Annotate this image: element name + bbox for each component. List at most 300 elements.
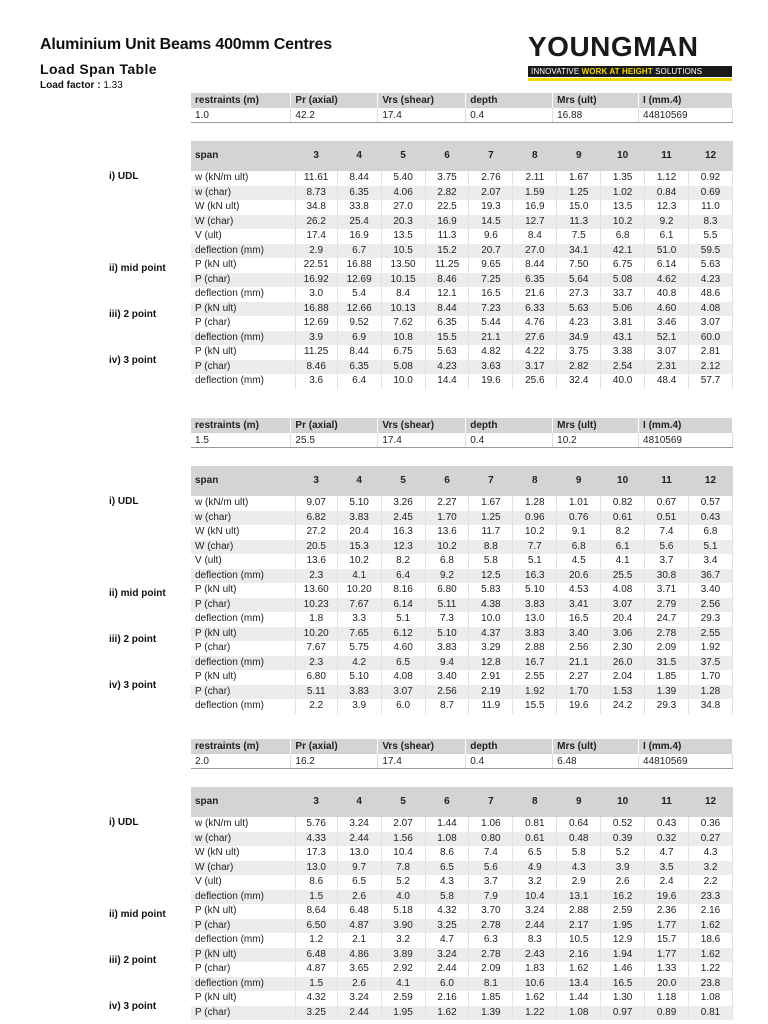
value-cell: 0.36 <box>689 817 733 832</box>
value-cell: 9.52 <box>337 316 381 331</box>
span-table-row <box>191 832 733 847</box>
value-cell: 2.56 <box>688 598 732 613</box>
value-cell: 19.6 <box>469 374 513 389</box>
row-label-cell: P (kN ult) <box>191 302 295 317</box>
value-cell: 48.4 <box>645 374 689 389</box>
value-cell: 4.7 <box>645 846 689 861</box>
value-cell: 0.81 <box>513 817 557 832</box>
value-cell: 20.5 <box>295 540 337 555</box>
value-cell: 3.17 <box>513 360 557 375</box>
row-label-cell: P (kN ult) <box>191 627 295 642</box>
value-cell: 10.0 <box>381 374 425 389</box>
value-cell: 3.2 <box>689 861 733 876</box>
value-cell: 1.46 <box>601 962 645 977</box>
value-cell: 20.7 <box>469 244 513 259</box>
value-cell: 2.1 <box>337 933 381 948</box>
value-cell: 40.8 <box>645 287 689 302</box>
value-cell: 1.85 <box>469 991 513 1006</box>
span-table-row <box>191 977 733 992</box>
value-cell: 0.43 <box>645 817 689 832</box>
value-cell: 21.1 <box>557 656 601 671</box>
value-cell: 10.4 <box>513 890 557 905</box>
value-cell: 8.46 <box>295 360 337 375</box>
row-label-cell: deflection (mm) <box>191 287 295 302</box>
row-label-cell: V (ult) <box>191 554 295 569</box>
value-cell: 2.44 <box>337 832 381 847</box>
value-cell: 5.83 <box>469 583 513 598</box>
value-cell: 2.55 <box>513 670 557 685</box>
value-cell: 6.7 <box>337 244 381 259</box>
load-case-label: i) UDL <box>109 171 139 182</box>
span-table-row <box>191 685 733 700</box>
row-label-cell: W (kN ult) <box>191 200 295 215</box>
value-cell: 7.7 <box>513 540 557 555</box>
span-header-cell: 9 <box>557 141 601 171</box>
value-cell: 9.7 <box>337 861 381 876</box>
value-cell: 1.62 <box>689 919 733 934</box>
value-cell: 2.6 <box>601 875 645 890</box>
row-label-cell: deflection (mm) <box>191 244 295 259</box>
value-cell: 4.3 <box>557 861 601 876</box>
span-table-row <box>191 612 733 627</box>
value-cell: 7.3 <box>425 612 469 627</box>
span-table-row <box>191 554 733 569</box>
value-cell: 13.0 <box>295 861 337 876</box>
value-cell: 22.51 <box>295 258 337 273</box>
row-label-cell: w (char) <box>191 832 295 847</box>
restraints-header-cell: I (mm.4) <box>639 418 733 433</box>
value-cell: 8.3 <box>689 215 733 230</box>
value-cell: 3.07 <box>689 316 733 331</box>
value-cell: 5.08 <box>381 360 425 375</box>
load-case-label: iii) 2 point <box>109 955 157 967</box>
value-cell: 8.44 <box>337 171 381 186</box>
value-cell: 3.46 <box>645 316 689 331</box>
value-cell: 3.5 <box>645 861 689 876</box>
value-cell: 2.54 <box>601 360 645 375</box>
restraints-header-cell: Mrs (ult) <box>553 418 639 433</box>
value-cell: 1.28 <box>513 496 557 511</box>
restraints-value-cell: 2.0 <box>191 754 291 769</box>
row-label-cell: P (kN ult) <box>191 904 295 919</box>
value-cell: 2.3 <box>295 656 337 671</box>
value-cell: 10.2 <box>513 525 557 540</box>
value-cell: 2.78 <box>645 627 689 642</box>
span-header-cell: 12 <box>689 787 733 817</box>
value-cell: 5.1 <box>688 540 732 555</box>
row-label-cell: deflection (mm) <box>191 699 295 714</box>
span-table <box>191 466 733 714</box>
value-cell: 0.89 <box>645 1006 689 1021</box>
row-label-cell: deflection (mm) <box>191 331 295 346</box>
value-cell: 27.3 <box>557 287 601 302</box>
value-cell: 5.64 <box>557 273 601 288</box>
value-cell: 29.3 <box>645 699 689 714</box>
value-cell: 1.35 <box>601 171 645 186</box>
row-label-cell: P (char) <box>191 316 295 331</box>
span-header-cell: 8 <box>513 141 557 171</box>
value-cell: 20.3 <box>381 215 425 230</box>
value-cell: 5.06 <box>601 302 645 317</box>
value-cell: 9.2 <box>645 215 689 230</box>
value-cell: 1.67 <box>557 171 601 186</box>
value-cell: 12.9 <box>601 933 645 948</box>
restraints-value-cell: 42.2 <box>291 108 378 123</box>
span-table-row <box>191 244 733 259</box>
value-cell: 20.0 <box>645 977 689 992</box>
value-cell: 11.25 <box>425 258 469 273</box>
value-cell: 11.9 <box>469 699 513 714</box>
restraints-header-cell: depth <box>466 93 553 108</box>
value-cell: 2.16 <box>689 904 733 919</box>
value-cell: 3.90 <box>381 919 425 934</box>
value-cell: 6.5 <box>425 861 469 876</box>
span-header-cell: 7 <box>469 787 513 817</box>
value-cell: 3.07 <box>601 598 645 613</box>
value-cell: 0.80 <box>469 832 513 847</box>
row-label-cell: P (char) <box>191 641 295 656</box>
value-cell: 1.62 <box>557 962 601 977</box>
value-cell: 3.63 <box>469 360 513 375</box>
value-cell: 10.4 <box>381 846 425 861</box>
value-cell: 15.0 <box>557 200 601 215</box>
value-cell: 6.1 <box>601 540 645 555</box>
value-cell: 10.2 <box>337 554 381 569</box>
span-header-cell: 5 <box>381 787 425 817</box>
restraints-header-cell: Mrs (ult) <box>553 93 639 108</box>
value-cell: 1.22 <box>513 1006 557 1021</box>
value-cell: 60.0 <box>689 331 733 346</box>
value-cell: 40.0 <box>601 374 645 389</box>
value-cell: 17.4 <box>295 229 337 244</box>
value-cell: 3.2 <box>381 933 425 948</box>
restraints-value-cell: 10.2 <box>553 433 639 448</box>
row-label-cell: P (kN ult) <box>191 345 295 360</box>
value-cell: 2.59 <box>601 904 645 919</box>
restraints-value-cell: 0.4 <box>466 754 553 769</box>
value-cell: 37.5 <box>688 656 732 671</box>
value-cell: 2.16 <box>557 948 601 963</box>
value-cell: 4.53 <box>557 583 601 598</box>
value-cell: 5.63 <box>557 302 601 317</box>
value-cell: 3.24 <box>425 948 469 963</box>
value-cell: 0.48 <box>557 832 601 847</box>
value-cell: 3.2 <box>513 875 557 890</box>
value-cell: 1.30 <box>601 991 645 1006</box>
value-cell: 9.6 <box>469 229 513 244</box>
value-cell: 1.28 <box>688 685 732 700</box>
value-cell: 3.89 <box>381 948 425 963</box>
value-cell: 13.60 <box>295 583 337 598</box>
value-cell: 4.62 <box>645 273 689 288</box>
value-cell: 6.33 <box>513 302 557 317</box>
value-cell: 34.1 <box>557 244 601 259</box>
value-cell: 0.69 <box>689 186 733 201</box>
value-cell: 11.3 <box>425 229 469 244</box>
value-cell: 12.5 <box>469 569 513 584</box>
value-cell: 8.16 <box>381 583 425 598</box>
span-table-row <box>191 875 733 890</box>
value-cell: 8.44 <box>337 345 381 360</box>
value-cell: 8.4 <box>381 287 425 302</box>
row-label-cell: w (kN/m ult) <box>191 817 295 832</box>
span-header-cell: 12 <box>689 141 733 171</box>
page-subtitle: Load Span Table <box>40 61 157 77</box>
span-table-row <box>191 200 733 215</box>
restraints-header-cell: Vrs (shear) <box>378 739 466 754</box>
value-cell: 13.0 <box>337 846 381 861</box>
value-cell: 0.76 <box>557 511 601 526</box>
span-header-cell: 11 <box>645 787 689 817</box>
value-cell: 1.01 <box>557 496 601 511</box>
value-cell: 3.70 <box>469 904 513 919</box>
value-cell: 21.6 <box>513 287 557 302</box>
value-cell: 6.8 <box>688 525 732 540</box>
logo-wordmark: YOUNGMAN <box>528 31 699 62</box>
value-cell: 36.7 <box>688 569 732 584</box>
load-case-label: ii) mid point <box>109 909 166 921</box>
value-cell: 33.8 <box>337 200 381 215</box>
value-cell: 8.7 <box>425 699 469 714</box>
value-cell: 34.9 <box>557 331 601 346</box>
value-cell: 6.12 <box>381 627 425 642</box>
value-cell: 0.84 <box>645 186 689 201</box>
value-cell: 6.50 <box>295 919 337 934</box>
row-label-cell: deflection (mm) <box>191 612 295 627</box>
value-cell: 1.33 <box>645 962 689 977</box>
value-cell: 3.9 <box>601 861 645 876</box>
value-cell: 22.5 <box>425 200 469 215</box>
span-table-row <box>191 890 733 905</box>
value-cell: 25.6 <box>513 374 557 389</box>
value-cell: 7.4 <box>469 846 513 861</box>
value-cell: 1.67 <box>469 496 513 511</box>
value-cell: 2.56 <box>425 685 469 700</box>
span-table-row <box>191 699 733 714</box>
value-cell: 6.9 <box>337 331 381 346</box>
value-cell: 16.9 <box>337 229 381 244</box>
value-cell: 13.5 <box>601 200 645 215</box>
value-cell: 27.0 <box>513 244 557 259</box>
value-cell: 12.66 <box>337 302 381 317</box>
row-label-cell: w (kN/m ult) <box>191 171 295 186</box>
value-cell: 3.0 <box>295 287 337 302</box>
value-cell: 1.53 <box>601 685 645 700</box>
value-cell: 1.25 <box>557 186 601 201</box>
value-cell: 34.8 <box>295 200 337 215</box>
value-cell: 5.08 <box>601 273 645 288</box>
value-cell: 0.51 <box>645 511 689 526</box>
value-cell: 4.5 <box>557 554 601 569</box>
value-cell: 43.1 <box>601 331 645 346</box>
value-cell: 31.5 <box>645 656 689 671</box>
span-header-cell: 10 <box>601 466 645 496</box>
restraints-header-row <box>191 739 733 754</box>
value-cell: 7.5 <box>557 229 601 244</box>
value-cell: 1.5 <box>295 890 337 905</box>
value-cell: 1.06 <box>469 817 513 832</box>
restraints-header-cell: I (mm.4) <box>639 93 733 108</box>
value-cell: 1.39 <box>645 685 689 700</box>
value-cell: 1.77 <box>645 919 689 934</box>
value-cell: 1.83 <box>513 962 557 977</box>
value-cell: 3.71 <box>645 583 689 598</box>
value-cell: 5.10 <box>337 496 381 511</box>
span-header-cell: 10 <box>601 787 645 817</box>
value-cell: 8.1 <box>469 977 513 992</box>
value-cell: 3.83 <box>425 641 469 656</box>
span-table-row <box>191 817 733 832</box>
value-cell: 8.44 <box>513 258 557 273</box>
restraints-header-row <box>191 93 733 108</box>
span-table-row <box>191 258 733 273</box>
value-cell: 42.1 <box>601 244 645 259</box>
value-cell: 6.0 <box>425 977 469 992</box>
span-table-row <box>191 627 733 642</box>
value-cell: 8.6 <box>425 846 469 861</box>
restraints-value-row <box>191 754 733 769</box>
value-cell: 2.55 <box>688 627 732 642</box>
value-cell: 3.40 <box>425 670 469 685</box>
value-cell: 5.11 <box>425 598 469 613</box>
value-cell: 16.88 <box>337 258 381 273</box>
span-table-row <box>191 540 733 555</box>
value-cell: 4.38 <box>469 598 513 613</box>
value-cell: 5.63 <box>689 258 733 273</box>
value-cell: 4.60 <box>645 302 689 317</box>
value-cell: 10.6 <box>513 977 557 992</box>
value-cell: 5.18 <box>381 904 425 919</box>
span-header-cell: 8 <box>513 787 557 817</box>
restraints-header-cell: depth <box>466 739 553 754</box>
load-case-label: iv) 3 point <box>109 680 157 692</box>
value-cell: 12.69 <box>337 273 381 288</box>
load-case-label: i) UDL <box>109 496 139 507</box>
restraints-header-row <box>191 418 733 433</box>
value-cell: 2.45 <box>381 511 425 526</box>
span-table-row <box>191 525 733 540</box>
span-table-row <box>191 360 733 375</box>
value-cell: 7.67 <box>295 641 337 656</box>
value-cell: 2.78 <box>469 919 513 934</box>
value-cell: 3.75 <box>425 171 469 186</box>
value-cell: 9.65 <box>469 258 513 273</box>
value-cell: 6.48 <box>295 948 337 963</box>
value-cell: 0.57 <box>688 496 732 511</box>
value-cell: 29.3 <box>688 612 732 627</box>
value-cell: 3.06 <box>601 627 645 642</box>
value-cell: 1.44 <box>557 991 601 1006</box>
value-cell: 1.22 <box>689 962 733 977</box>
value-cell: 24.7 <box>645 612 689 627</box>
value-cell: 5.2 <box>381 875 425 890</box>
value-cell: 6.14 <box>645 258 689 273</box>
value-cell: 59.5 <box>689 244 733 259</box>
value-cell: 13.50 <box>381 258 425 273</box>
value-cell: 0.43 <box>688 511 732 526</box>
value-cell: 16.88 <box>295 302 337 317</box>
value-cell: 1.70 <box>557 685 601 700</box>
span-header-cell: 4 <box>337 787 381 817</box>
value-cell: 1.56 <box>381 832 425 847</box>
value-cell: 6.3 <box>469 933 513 948</box>
span-table-row <box>191 331 733 346</box>
value-cell: 0.67 <box>645 496 689 511</box>
value-cell: 3.83 <box>337 685 381 700</box>
value-cell: 2.09 <box>645 641 689 656</box>
value-cell: 3.07 <box>381 685 425 700</box>
restraints-value-row <box>191 108 733 123</box>
value-cell: 15.3 <box>337 540 381 555</box>
value-cell: 7.8 <box>381 861 425 876</box>
value-cell: 16.5 <box>557 612 601 627</box>
value-cell: 13.4 <box>557 977 601 992</box>
restraints-table <box>191 93 733 123</box>
value-cell: 9.07 <box>295 496 337 511</box>
value-cell: 5.11 <box>295 685 337 700</box>
value-cell: 9.4 <box>425 656 469 671</box>
value-cell: 3.26 <box>381 496 425 511</box>
span-header-cell: 3 <box>295 787 337 817</box>
value-cell: 8.4 <box>513 229 557 244</box>
value-cell: 2.36 <box>645 904 689 919</box>
value-cell: 6.35 <box>337 360 381 375</box>
logo-tagline-em: WORK AT HEIGHT <box>581 67 653 76</box>
value-cell: 2.12 <box>689 360 733 375</box>
value-cell: 24.2 <box>601 699 645 714</box>
value-cell: 16.3 <box>381 525 425 540</box>
value-cell: 6.5 <box>337 875 381 890</box>
value-cell: 1.95 <box>381 1006 425 1021</box>
value-cell: 15.5 <box>513 699 557 714</box>
row-label-cell: W (kN ult) <box>191 846 295 861</box>
span-table-row <box>191 991 733 1006</box>
value-cell: 17.3 <box>295 846 337 861</box>
value-cell: 0.32 <box>645 832 689 847</box>
value-cell: 5.8 <box>425 890 469 905</box>
youngman-logo <box>528 32 732 81</box>
value-cell: 3.40 <box>688 583 732 598</box>
row-label-cell: P (char) <box>191 919 295 934</box>
value-cell: 25.5 <box>601 569 645 584</box>
value-cell: 3.24 <box>337 817 381 832</box>
restraints-value-cell: 0.4 <box>466 108 553 123</box>
row-label-cell: deflection (mm) <box>191 374 295 389</box>
value-cell: 0.82 <box>601 496 645 511</box>
span-table-row <box>191 933 733 948</box>
value-cell: 34.8 <box>688 699 732 714</box>
value-cell: 6.1 <box>645 229 689 244</box>
value-cell: 13.1 <box>557 890 601 905</box>
row-label-cell: P (char) <box>191 685 295 700</box>
value-cell: 4.32 <box>295 991 337 1006</box>
value-cell: 0.39 <box>601 832 645 847</box>
value-cell: 2.9 <box>295 244 337 259</box>
value-cell: 5.63 <box>425 345 469 360</box>
value-cell: 26.0 <box>601 656 645 671</box>
value-cell: 2.91 <box>469 670 513 685</box>
value-cell: 1.62 <box>513 991 557 1006</box>
value-cell: 5.76 <box>295 817 337 832</box>
value-cell: 6.8 <box>425 554 469 569</box>
value-cell: 4.37 <box>469 627 513 642</box>
restraints-value-cell: 1.0 <box>191 108 291 123</box>
value-cell: 2.2 <box>295 699 337 714</box>
value-cell: 20.4 <box>601 612 645 627</box>
value-cell: 23.3 <box>689 890 733 905</box>
value-cell: 27.2 <box>295 525 337 540</box>
value-cell: 2.88 <box>513 641 557 656</box>
